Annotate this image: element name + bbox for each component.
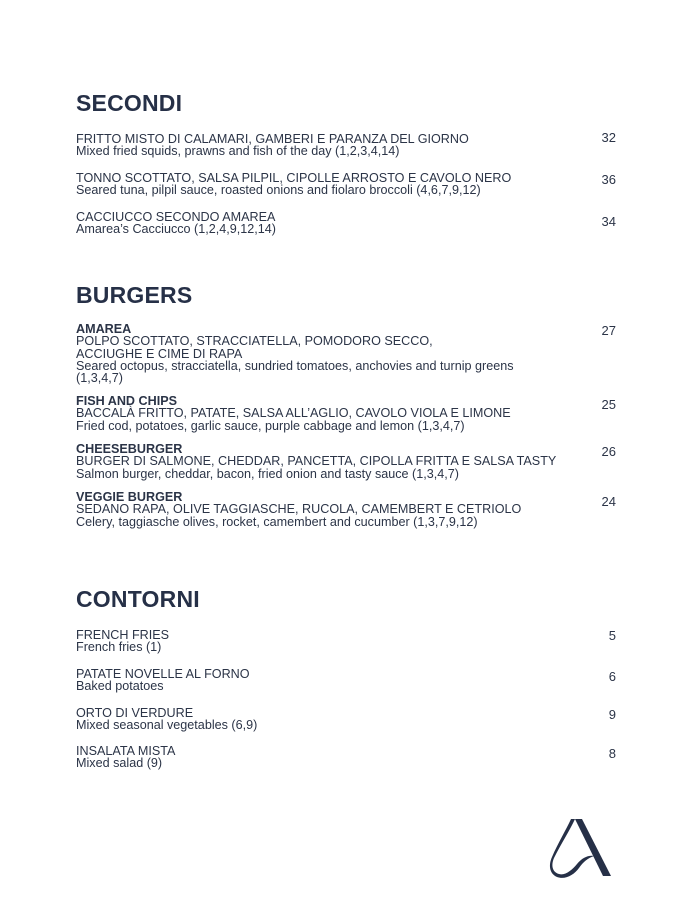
amarea-a-logo-icon (548, 814, 614, 880)
item-description: Amarea’s Cacciucco (1,2,4,9,12,14) (76, 222, 276, 237)
item-price: 34 (601, 214, 616, 229)
menu-item (76, 707, 622, 732)
menu-item (76, 130, 622, 159)
menu-item (76, 629, 622, 654)
item-price: 26 (601, 444, 616, 459)
item-price: 9 (608, 707, 616, 722)
menu-item (76, 491, 622, 528)
item-description: Mixed fried squids, prawns and fish of the day (1,2,3,4,14) (76, 144, 400, 159)
section-title-burgers: BURGERS (76, 282, 193, 308)
item-description: Celery, taggiasche olives, rocket, camembert and cucumber (1,3,7,9,12) (76, 514, 478, 529)
item-description: Baked potatoes (76, 679, 164, 694)
item-ingredients: POLPO SCOTTATO, STRACCIATELLA, POMODORO SECCO, (76, 334, 433, 349)
menu-item (76, 745, 622, 770)
item-name: VEGGIE BURGER (76, 490, 183, 504)
menu-item (76, 211, 622, 236)
item-description: Seared octopus, stracciatella, sundried tomatoes, anchovies and turnip greens (76, 358, 514, 373)
item-description: Salmon burger, cheddar, bacon, fried onion and tasty sauce (1,3,4,7) (76, 466, 459, 481)
section-contorni (76, 586, 622, 771)
item-description: Fried cod, potatoes, garlic sauce, purple cabbage and lemon (1,3,4,7) (76, 418, 465, 433)
item-price: 25 (601, 397, 616, 412)
item-price: 36 (601, 172, 616, 187)
item-name: INSALATA MISTA (76, 744, 176, 758)
item-ingredients: BURGER DI SALMONE, CHEDDAR, PANCETTA, CIPOLLA FRITTA E SALSA TASTY (76, 454, 557, 469)
item-name: FISH AND CHIPS (76, 394, 177, 408)
section-title-contorni: CONTORNI (76, 586, 200, 612)
section-burgers (76, 282, 622, 529)
menu-item (76, 668, 622, 693)
item-ingredients-cont: ACCIUGHE E CIME DI RAPA (76, 346, 243, 361)
item-price: 27 (601, 323, 616, 338)
item-ingredients: SEDANO RAPA, OLIVE TAGGIASCHE, RUCOLA, CAMEMBERT E CETRIOLO (76, 502, 522, 517)
item-price: 24 (601, 494, 616, 509)
menu-item (76, 395, 622, 432)
item-name: CACCIUCCO SECONDO AMAREA (76, 210, 276, 224)
item-name: CHEESEBURGER (76, 442, 183, 456)
item-name: ORTO DI VERDURE (76, 706, 194, 720)
item-name: FRITTO MISTO DI CALAMARI, GAMBERI E PARANZA DEL GIORNO (76, 132, 469, 146)
menu-item (76, 172, 622, 197)
item-allergens: (1,3,4,7) (76, 371, 123, 386)
item-description: French fries (1) (76, 640, 162, 655)
item-price: 5 (608, 628, 616, 643)
item-description: Mixed salad (9) (76, 756, 163, 771)
item-name: AMAREA (76, 322, 132, 336)
item-price: 32 (601, 130, 616, 145)
item-price: 6 (608, 669, 616, 684)
item-name: PATATE NOVELLE AL FORNO (76, 667, 250, 681)
section-secondi (76, 90, 622, 237)
item-name: FRENCH FRIES (76, 628, 170, 642)
item-description: Mixed seasonal vegetables (6,9) (76, 718, 258, 733)
item-description: Seared tuna, pilpil sauce, roasted onions and fiolaro broccoli (4,6,7,9,12) (76, 183, 481, 198)
menu-item (76, 443, 622, 480)
section-title-secondi: SECONDI (76, 90, 183, 116)
menu-item (76, 323, 622, 384)
item-name: TONNO SCOTTATO, SALSA PILPIL, CIPOLLE ARROSTO E CAVOLO NERO (76, 171, 512, 185)
item-ingredients: BACCALÀ FRITTO, PATATE, SALSA ALL’AGLIO, CAVOLO VIOLA E LIMONE (76, 406, 511, 421)
item-price: 8 (608, 746, 616, 761)
